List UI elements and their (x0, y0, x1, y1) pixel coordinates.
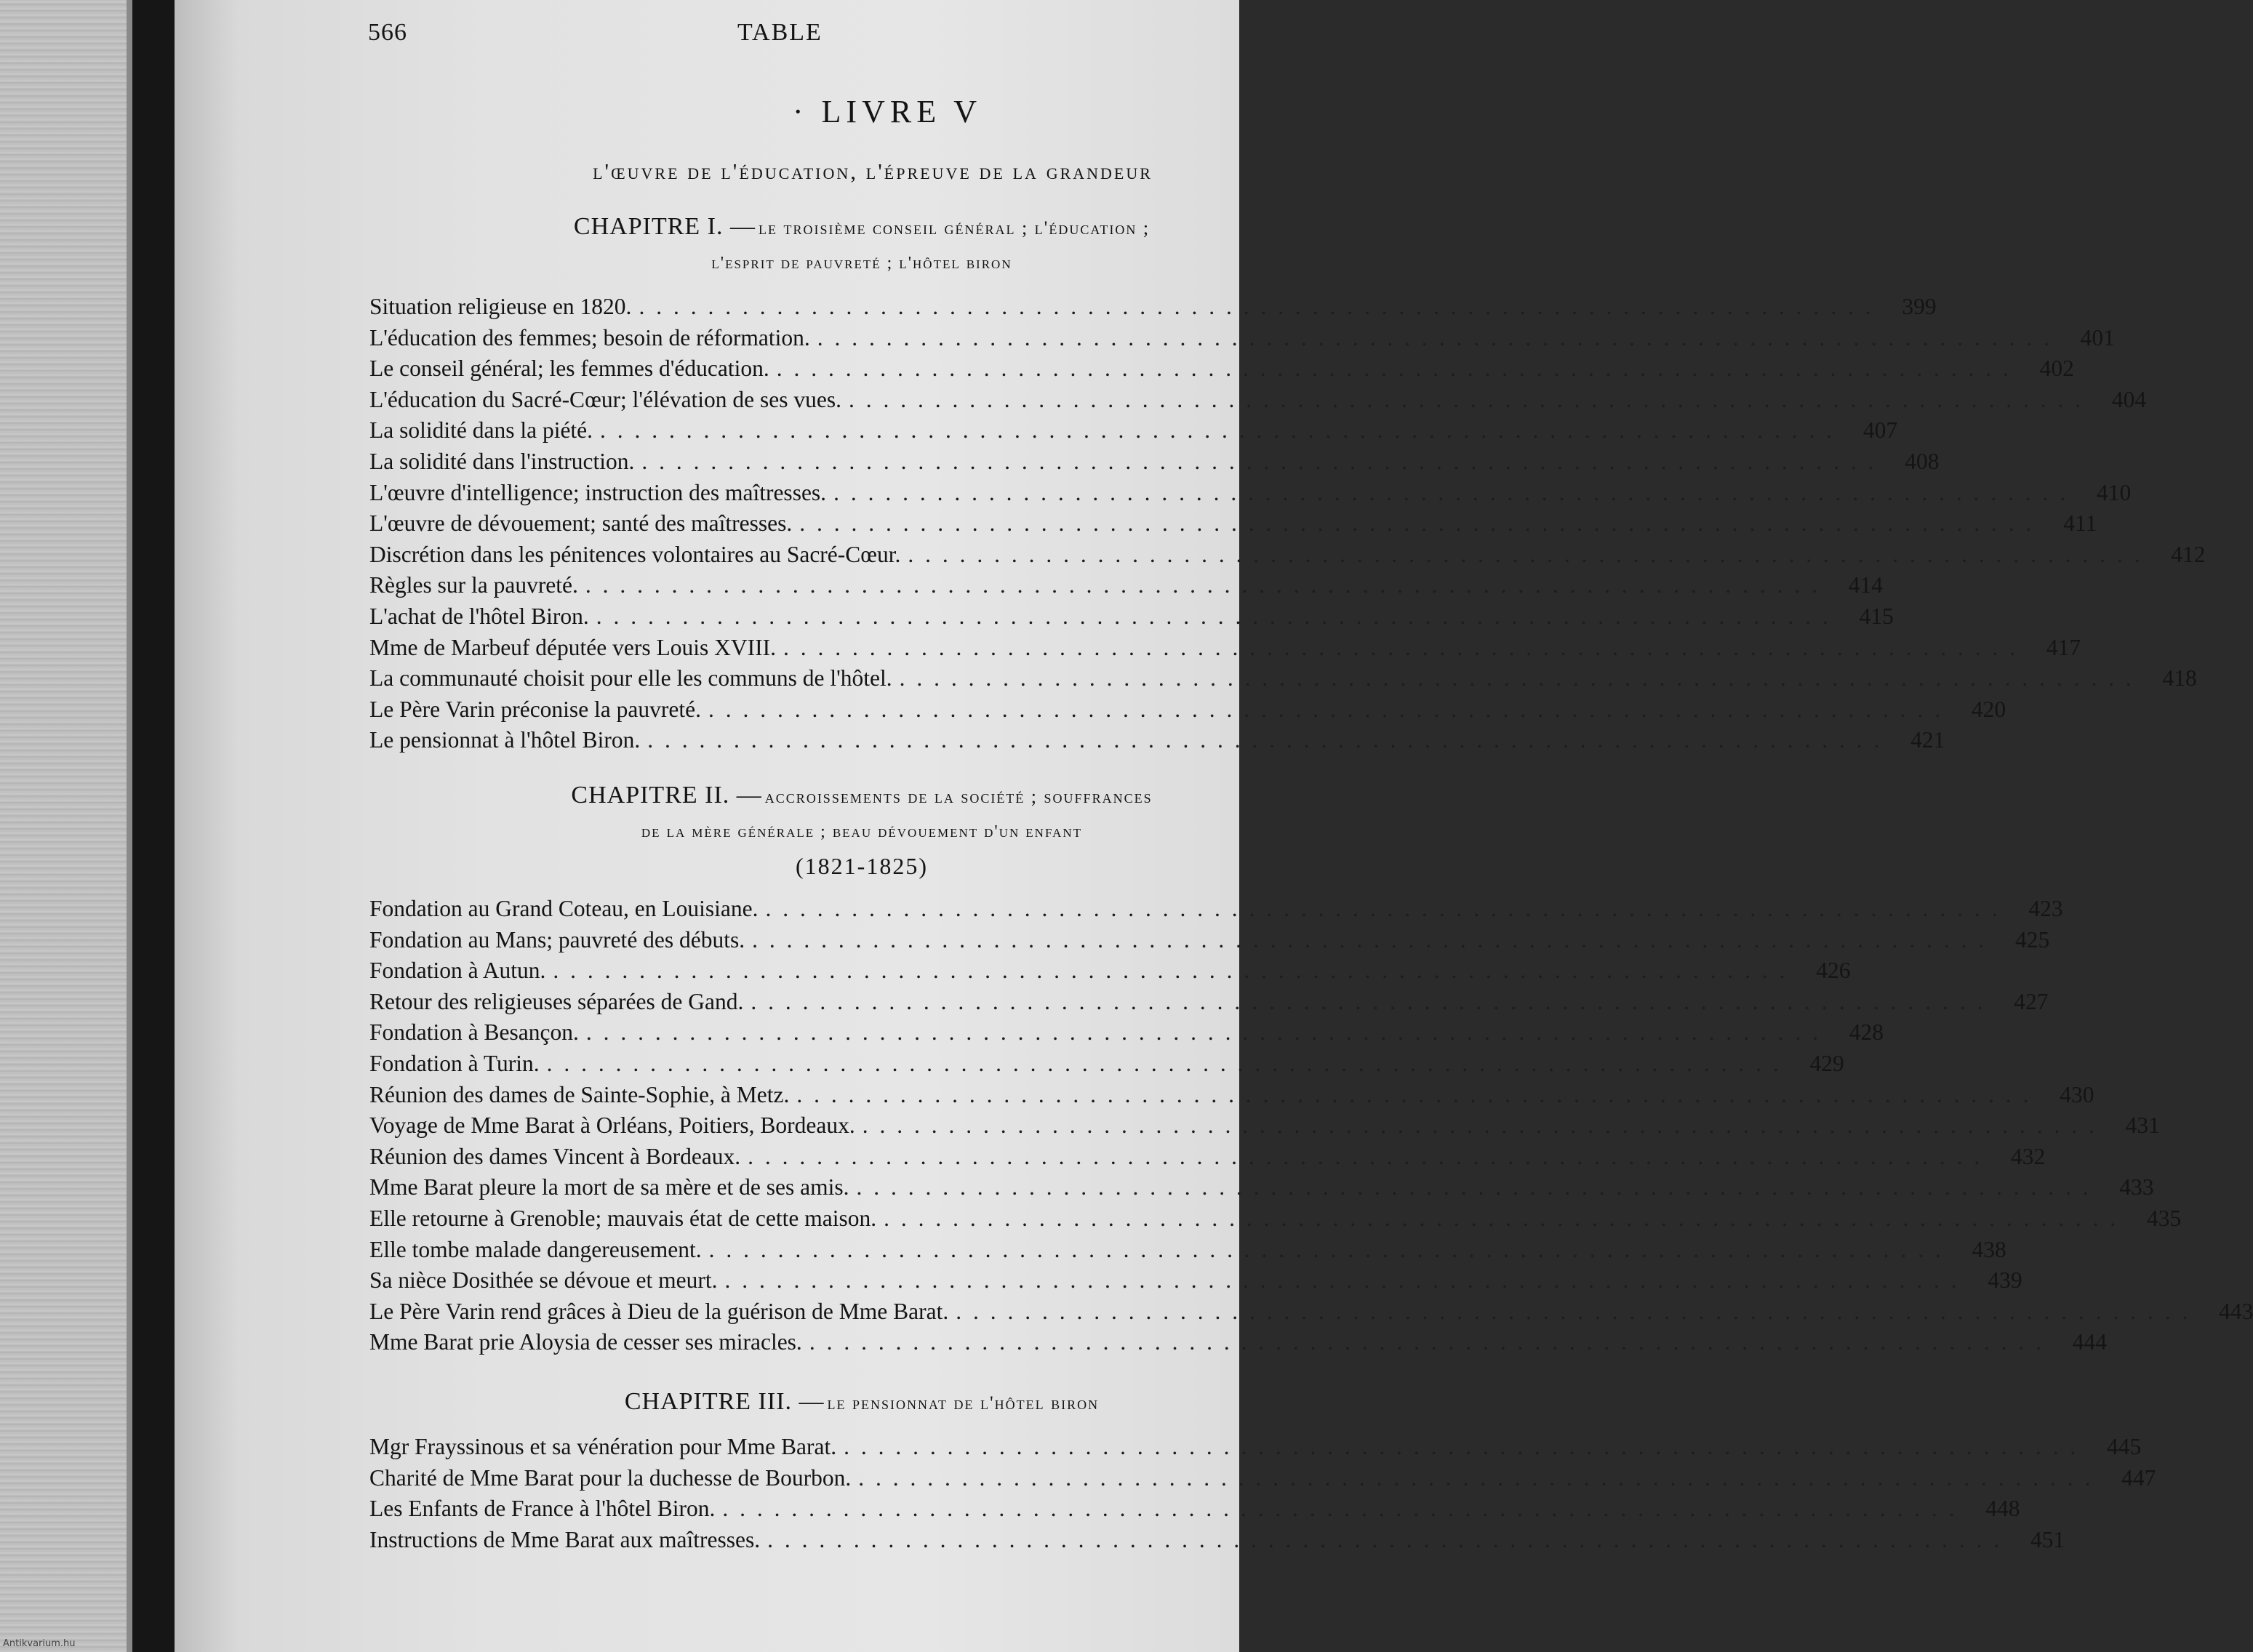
toc-entry-label: Mgr Frayssinous et sa vénération pour Mme Barat. (369, 1434, 837, 1459)
toc-entry-page: 399 (1902, 294, 1937, 319)
book-subtitle: l'œuvre de l'éducation, l'épreuve de la grandeur (593, 159, 1153, 184)
toc-entry-page: 435 (2146, 1205, 2182, 1231)
toc-entry-label: Le conseil général; les femmes d'éducation. (369, 356, 769, 382)
running-title: TABLE (737, 19, 823, 46)
toc-entry (369, 1298, 2253, 1330)
toc-entry (369, 1329, 2107, 1360)
toc-entry-label: Le pensionnat à l'hôtel Biron. (369, 727, 641, 753)
toc-entry-page: 443 (2219, 1298, 2253, 1324)
book-title: · LIVRE V (792, 94, 983, 129)
toc-entry (369, 1236, 2006, 1268)
toc-entry-page: 432 (2011, 1143, 2046, 1169)
dot-leader (900, 665, 2134, 691)
dot-leader (585, 572, 1820, 598)
adjacent-page-edge (0, 0, 132, 1652)
dot-leader (724, 1267, 1959, 1294)
toc-entry-page: 428 (1849, 1019, 1884, 1046)
toc-entry-label: Elle retourne à Grenoble; mauvais état de cette maison. (369, 1205, 877, 1231)
toc-entry-label: L'éducation du Sacré-Cœur; l'élévation de ses vues. (369, 386, 842, 412)
chapter-heading-1 (364, 211, 1360, 281)
toc-entry (369, 958, 1851, 989)
dot-leader (600, 417, 1835, 444)
dot-leader (596, 604, 1831, 630)
toc-entry-page: 451 (2030, 1526, 2065, 1552)
toc-entry (369, 1434, 2142, 1465)
toc-entry (369, 324, 2115, 356)
toc-entry-page: 404 (2111, 386, 2147, 412)
toc-entry-page: 417 (2046, 634, 2081, 660)
toc-entry-page: 448 (1985, 1496, 2020, 1522)
dot-leader (777, 356, 2012, 382)
dot-leader (553, 958, 1788, 984)
toc-entry-label: Les Enfants de France à l'hôtel Biron. (369, 1496, 716, 1522)
chapter-title: accroissements de la société ; souffrances (764, 786, 1153, 807)
toc-entry (369, 448, 1940, 480)
toc-entry (369, 696, 2006, 728)
toc-entry-label: L'œuvre de dévouement; santé des maîtresses. (369, 510, 793, 537)
dot-leader (799, 510, 2034, 537)
toc-entry-page: 421 (1910, 727, 1945, 753)
toc-entry-page: 444 (2072, 1329, 2107, 1355)
toc-entry-label: Le Père Varin rend grâces à Dieu de la guérison de Mme Barat. (369, 1298, 949, 1324)
toc-entry-page: 410 (2096, 479, 2132, 505)
dot-leader (709, 1237, 1944, 1263)
dot-leader (766, 896, 2001, 922)
dot-leader (639, 294, 1873, 320)
toc-entry-label: La solidité dans la piété. (369, 417, 593, 444)
toc-entry-label: Voyage de Mme Barat à Orléans, Poitiers, Bordeaux. (369, 1112, 855, 1139)
chapter-3-entries (369, 1434, 2156, 1557)
toc-entry-label: Discrétion dans les pénitences volontaires au Sacré-Cœur. (369, 541, 901, 567)
dot-leader (547, 1051, 1782, 1077)
toc-entry-page: 430 (2060, 1081, 2094, 1107)
toc-entry (369, 541, 2206, 573)
toc-entry-page: 411 (2063, 510, 2097, 537)
toc-entry-page: 418 (2162, 665, 2197, 691)
toc-entry (369, 1174, 2154, 1206)
toc-entry-label: Réunion des dames Vincent à Bordeaux. (369, 1143, 741, 1169)
dot-leader (641, 449, 1876, 475)
toc-entry (369, 1019, 1884, 1051)
toc-entry-label: Règles sur la pauvreté. (369, 572, 578, 598)
toc-entry-page: 439 (1988, 1267, 2022, 1294)
dot-leader (748, 1144, 1982, 1170)
toc-entry (369, 634, 2081, 666)
dot-leader (908, 542, 2142, 568)
toc-entry (369, 417, 1898, 449)
toc-entry-page: 414 (1848, 572, 1884, 598)
chapter-heading-3 (364, 1386, 1360, 1422)
toc-entry (369, 1526, 2065, 1558)
dot-leader (884, 1206, 2118, 1232)
dot-leader (708, 697, 1943, 723)
toc-entry (369, 1112, 2160, 1144)
toc-entry-label: Retour des religieuses séparées de Gand. (369, 988, 744, 1014)
toc-entry-label: Fondation à Besançon. (369, 1019, 579, 1046)
toc-entry-page: 425 (2015, 926, 2050, 953)
toc-entry-label: Mme Barat pleure la mort de sa mère et de ses amis. (369, 1174, 849, 1200)
toc-entry (369, 1205, 2182, 1237)
toc-entry-page: 412 (2171, 541, 2206, 567)
chapter-1-entries (369, 294, 2206, 758)
toc-entry-label: Charité de Mme Barat pour la duchesse de Bourbon. (369, 1464, 852, 1491)
toc-entry (369, 386, 2147, 418)
toc-entry (369, 665, 2197, 697)
toc-entry-label: Mme Barat prie Aloysia de cesser ses miracles. (369, 1329, 802, 1355)
toc-entry-page: 447 (2121, 1464, 2156, 1491)
toc-entry-label: Fondation au Mans; pauvreté des débuts. (369, 926, 745, 953)
toc-entry (369, 479, 2132, 511)
toc-entry-label: Mme de Marbeuf députée vers Louis XVIII. (369, 634, 776, 660)
toc-entry-page: 431 (2125, 1112, 2160, 1139)
toc-entry-label: Fondation à Turin. (369, 1050, 540, 1076)
dot-leader (767, 1527, 2002, 1553)
toc-entry (369, 1143, 2046, 1175)
toc-entry-page: 427 (2014, 988, 2049, 1014)
toc-entry-label: La communauté choisit pour elle les communs de l'hôtel. (369, 665, 892, 691)
chapter-dates: (1821-1825) (796, 853, 928, 879)
book-gutter (132, 0, 175, 1652)
toc-entry (369, 572, 1884, 604)
toc-entry-label: Fondation au Grand Coteau, en Louisiane. (369, 896, 759, 921)
chapter-title-continued: l'esprit de pauvreté ; l'hôtel biron (711, 254, 1012, 273)
chapter-number: CHAPITRE II. — (571, 782, 762, 809)
dot-leader (857, 1174, 2092, 1200)
running-head (175, 19, 1239, 51)
toc-entry (369, 1081, 2094, 1113)
toc-entry (369, 603, 1894, 635)
dot-leader (783, 635, 2018, 661)
dot-leader (796, 1082, 2031, 1108)
dot-leader (858, 1465, 2093, 1491)
toc-entry (369, 356, 2074, 387)
toc-entry (369, 1496, 2020, 1527)
dot-leader (849, 387, 2084, 413)
chapter-number: CHAPITRE III. — (624, 1388, 825, 1415)
chapter-title: le pensionnat de l'hôtel biron (827, 1392, 1100, 1414)
toc-entry-page: 415 (1859, 603, 1894, 629)
toc-entry-label: Le Père Varin préconise la pauvreté. (369, 696, 701, 722)
toc-entry (369, 896, 2063, 927)
toc-entry-page: 438 (1972, 1236, 2006, 1262)
toc-entry (369, 1267, 2022, 1299)
chapter-title: le troisième conseil général ; l'éducation ; (758, 217, 1150, 238)
toc-entry (369, 988, 2049, 1020)
page-number: 566 (368, 19, 407, 46)
dot-leader (586, 1019, 1821, 1046)
dot-leader (751, 989, 1985, 1015)
toc-entry-page: 401 (2080, 324, 2115, 350)
chapter-title-continued: de la mère générale ; beau dévouement d'un enfant (641, 822, 1083, 841)
toc-entry-page: 407 (1862, 417, 1898, 444)
toc-entry-label: Fondation à Autun. (369, 958, 546, 984)
dot-leader (833, 480, 2068, 506)
toc-entry-page: 433 (2119, 1174, 2154, 1200)
dot-leader (809, 1329, 2044, 1355)
toc-entry-label: Elle tombe malade dangereusement. (369, 1236, 702, 1262)
toc-entry-label: L'achat de l'hôtel Biron. (369, 603, 589, 629)
toc-entry-page: 423 (2028, 896, 2063, 921)
chapter-heading-2 (364, 779, 1360, 887)
toc-entry-label: Situation religieuse en 1820. (369, 294, 632, 319)
toc-entry-page: 445 (2107, 1434, 2142, 1459)
toc-entry-page: 420 (1971, 696, 2006, 722)
toc-entry-label: L'éducation des femmes; besoin de réformation. (369, 324, 810, 350)
dot-leader (752, 927, 1987, 953)
toc-entry-label: Instructions de Mme Barat aux maîtresses. (369, 1526, 761, 1552)
toc-entry (369, 1464, 2156, 1496)
toc-entry-page: 408 (1905, 448, 1940, 474)
toc-entry-label: Réunion des dames de Sainte-Sophie, à Metz. (369, 1081, 790, 1107)
toc-entry-page: 429 (1809, 1050, 1844, 1076)
dot-leader (863, 1112, 2097, 1139)
toc-entry-page: 426 (1816, 958, 1851, 984)
dot-leader (722, 1496, 1957, 1522)
toc-entry (369, 1050, 1844, 1082)
toc-entry (369, 926, 2050, 958)
watermark: Antikvarium.hu (3, 1638, 76, 1649)
dot-leader (844, 1434, 2078, 1460)
toc-entry-label: Sa nièce Dosithée se dévoue et meurt. (369, 1267, 718, 1294)
toc-entry (369, 727, 1945, 758)
dot-leader (956, 1299, 2190, 1325)
dot-leader (817, 325, 2052, 351)
toc-entry-label: La solidité dans l'instruction. (369, 448, 635, 474)
toc-entry (369, 294, 1937, 325)
toc-entry (369, 510, 2097, 542)
toc-entry-label: L'œuvre d'intelligence; instruction des maîtresses. (369, 479, 827, 505)
chapter-number: CHAPITRE I. — (573, 213, 756, 240)
chapter-2-entries (369, 896, 2253, 1360)
toc-entry-page: 402 (2039, 356, 2074, 382)
book-page (175, 0, 2253, 1652)
dot-leader (647, 727, 1882, 753)
